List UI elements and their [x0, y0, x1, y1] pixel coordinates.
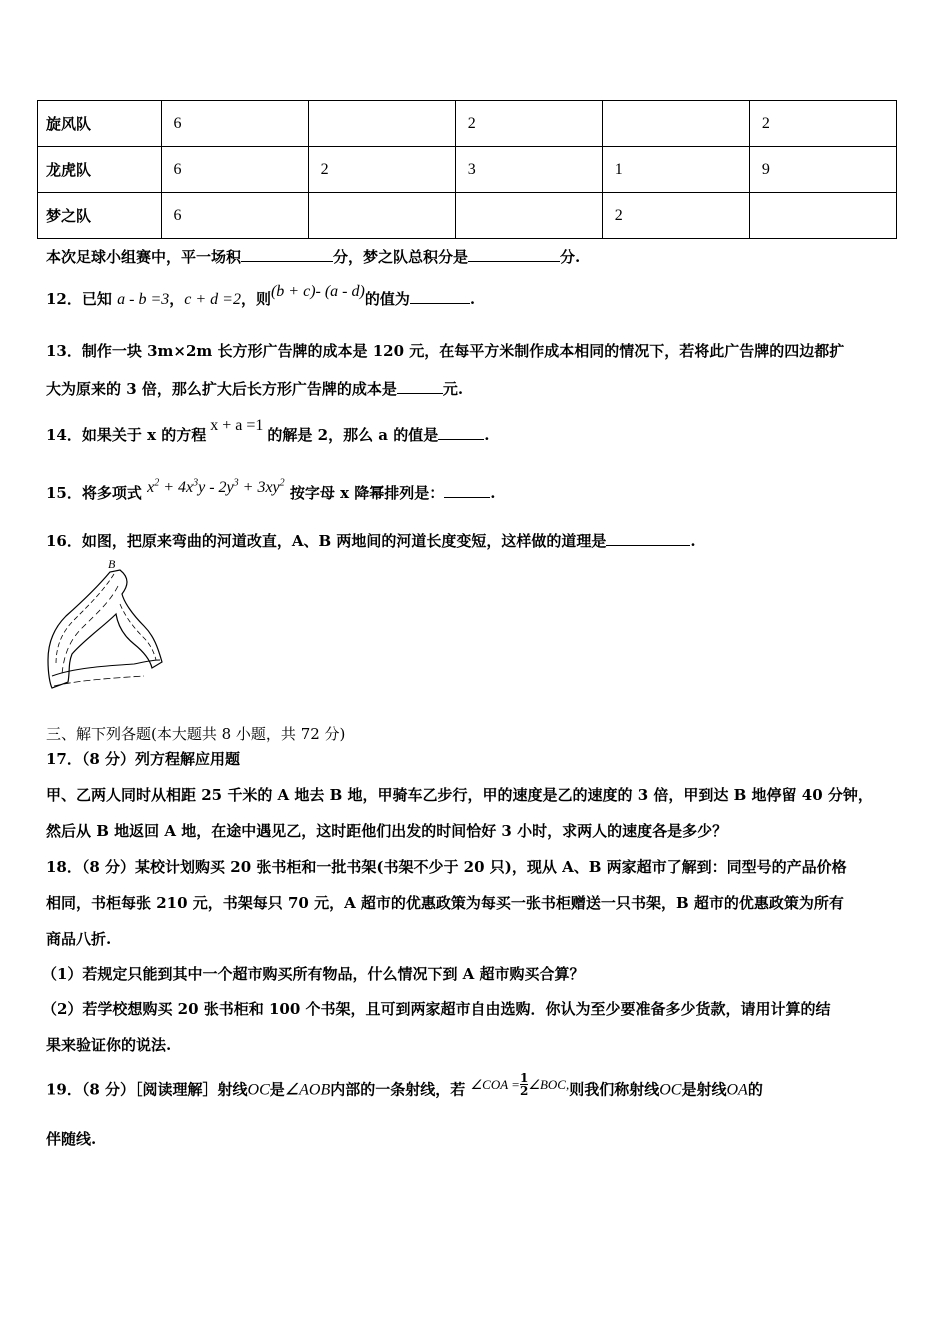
question-17-title: 17．（8 分）列方程解应用题	[46, 750, 241, 768]
question-14: 14．如果关于 x 的方程x + a =1的解是 2，那么 a 的值是 .	[46, 417, 490, 444]
table-cell: 2	[308, 147, 455, 193]
answer-blank	[606, 533, 690, 546]
question-16: 16．如图，把原来弯曲的河道改直，A、B 两地间的河道长度变短，这样做的道理是 .	[46, 532, 696, 550]
river-texture	[54, 676, 144, 686]
table-cell: 2	[749, 101, 896, 147]
figure-label-b: B	[108, 557, 116, 571]
question-18-line-3: 商品八折.	[46, 930, 112, 948]
polynomial-expression: $x^2 + 4x^3y - 2y^3 + 3xy^2$	[147, 477, 285, 496]
table-cell: 6	[161, 147, 308, 193]
table-cell	[308, 193, 455, 239]
table-cell: 1	[602, 147, 749, 193]
section-3-heading: 三、解下列各题(本大题共 8 小题，共 72 分)	[46, 725, 346, 743]
fraction-half: $\frac{1}{2}$	[519, 1071, 529, 1098]
table-row	[38, 193, 897, 239]
question-18-sub-1: （1）若规定只能到其中一个超市购买所有物品，什么情况下到 A 超市购买合算？	[42, 965, 585, 983]
table-cell: 6	[161, 193, 308, 239]
question-15: 15．将多项式 $x^2 + 4x^3y - 2y^3 + 3xy^2$ 按字母 x 降幂排列是： .	[46, 477, 496, 502]
river-texture	[56, 574, 114, 664]
question-17-line-2: 然后从 B 地返回 A 地，在途中遇见乙，这时距他们出发的时间恰好 3 小时，求两人的速度各是多少？	[46, 822, 728, 840]
answer-blank	[241, 249, 333, 262]
river-bank	[52, 660, 160, 676]
team-name: 龙虎队	[38, 147, 162, 193]
answer-blank	[444, 485, 490, 498]
team-name: 梦之队	[38, 193, 162, 239]
table-cell: 6	[161, 101, 308, 147]
table-cell	[749, 193, 896, 239]
table-cell: 2	[602, 193, 749, 239]
answer-blank	[410, 291, 470, 304]
table-cell	[455, 193, 602, 239]
score-table	[37, 100, 897, 239]
table-cell	[602, 101, 749, 147]
table-cell: 2	[455, 101, 602, 147]
question-19-line-2: 伴随线.	[46, 1130, 97, 1148]
question-13-line-1: 13．制作一块 3m×2m 长方形广告牌的成本是 120 元，在每平方米制作成本相同的情况下，若将此广告牌的四边都扩	[46, 342, 845, 360]
table-cell: 3	[455, 147, 602, 193]
question-11-text: 本次足球小组赛中，平一场积 分，梦之队总积分是 分.	[46, 248, 581, 266]
river-outline	[48, 570, 162, 688]
table-row	[38, 147, 897, 193]
question-18-line-2: 相同，书柜每张 210 元，书架每只 70 元，A 超市的优惠政策为每买一张书柜赠送一只书架，B 超市的优惠政策为所有	[46, 894, 844, 912]
answer-blank	[438, 427, 484, 440]
team-name: 旋风队	[38, 101, 162, 147]
question-12: 12．已知 a - b =3，c + d =2，则(b + c)- (a - d)的值为 .	[46, 283, 476, 308]
question-18-line-1: 18．（8 分）某校计划购买 20 张书柜和一批书架(书架不少于 20 只)，现从 A、B 两家超市了解到：同型号的产品价格	[46, 858, 847, 876]
river-texture	[120, 604, 156, 660]
question-18-sub-2: （2）若学校想购买 20 张书柜和 100 个书架，且可到两家超市自由选购．你认为至少要准备多少货款，请用计算的结	[42, 1000, 831, 1018]
table-cell	[308, 101, 455, 147]
answer-blank	[468, 249, 560, 262]
question-19: 19．（8 分）［阅读理解］射线OC是∠AOB内部的一条射线，若 ∠COA = $\frac{1}{2}$ ∠BOC,则我们称射线OC是射线OA的	[46, 1071, 763, 1099]
question-13-line-2: 大为原来的 3 倍，那么扩大后长方形广告牌的成本是 元.	[46, 380, 464, 398]
table-row	[38, 101, 897, 147]
answer-blank	[397, 381, 443, 394]
question-18-sub-2-cont: 果来验证你的说法.	[46, 1036, 172, 1054]
river-figure	[44, 556, 164, 692]
question-17-line-1: 甲、乙两人同时从相距 25 千米的 A 地去 B 地，甲骑车乙步行，甲的速度是乙的速度的 3 倍，甲到达 B 地停留 40 分钟，	[46, 786, 873, 804]
table-cell: 9	[749, 147, 896, 193]
